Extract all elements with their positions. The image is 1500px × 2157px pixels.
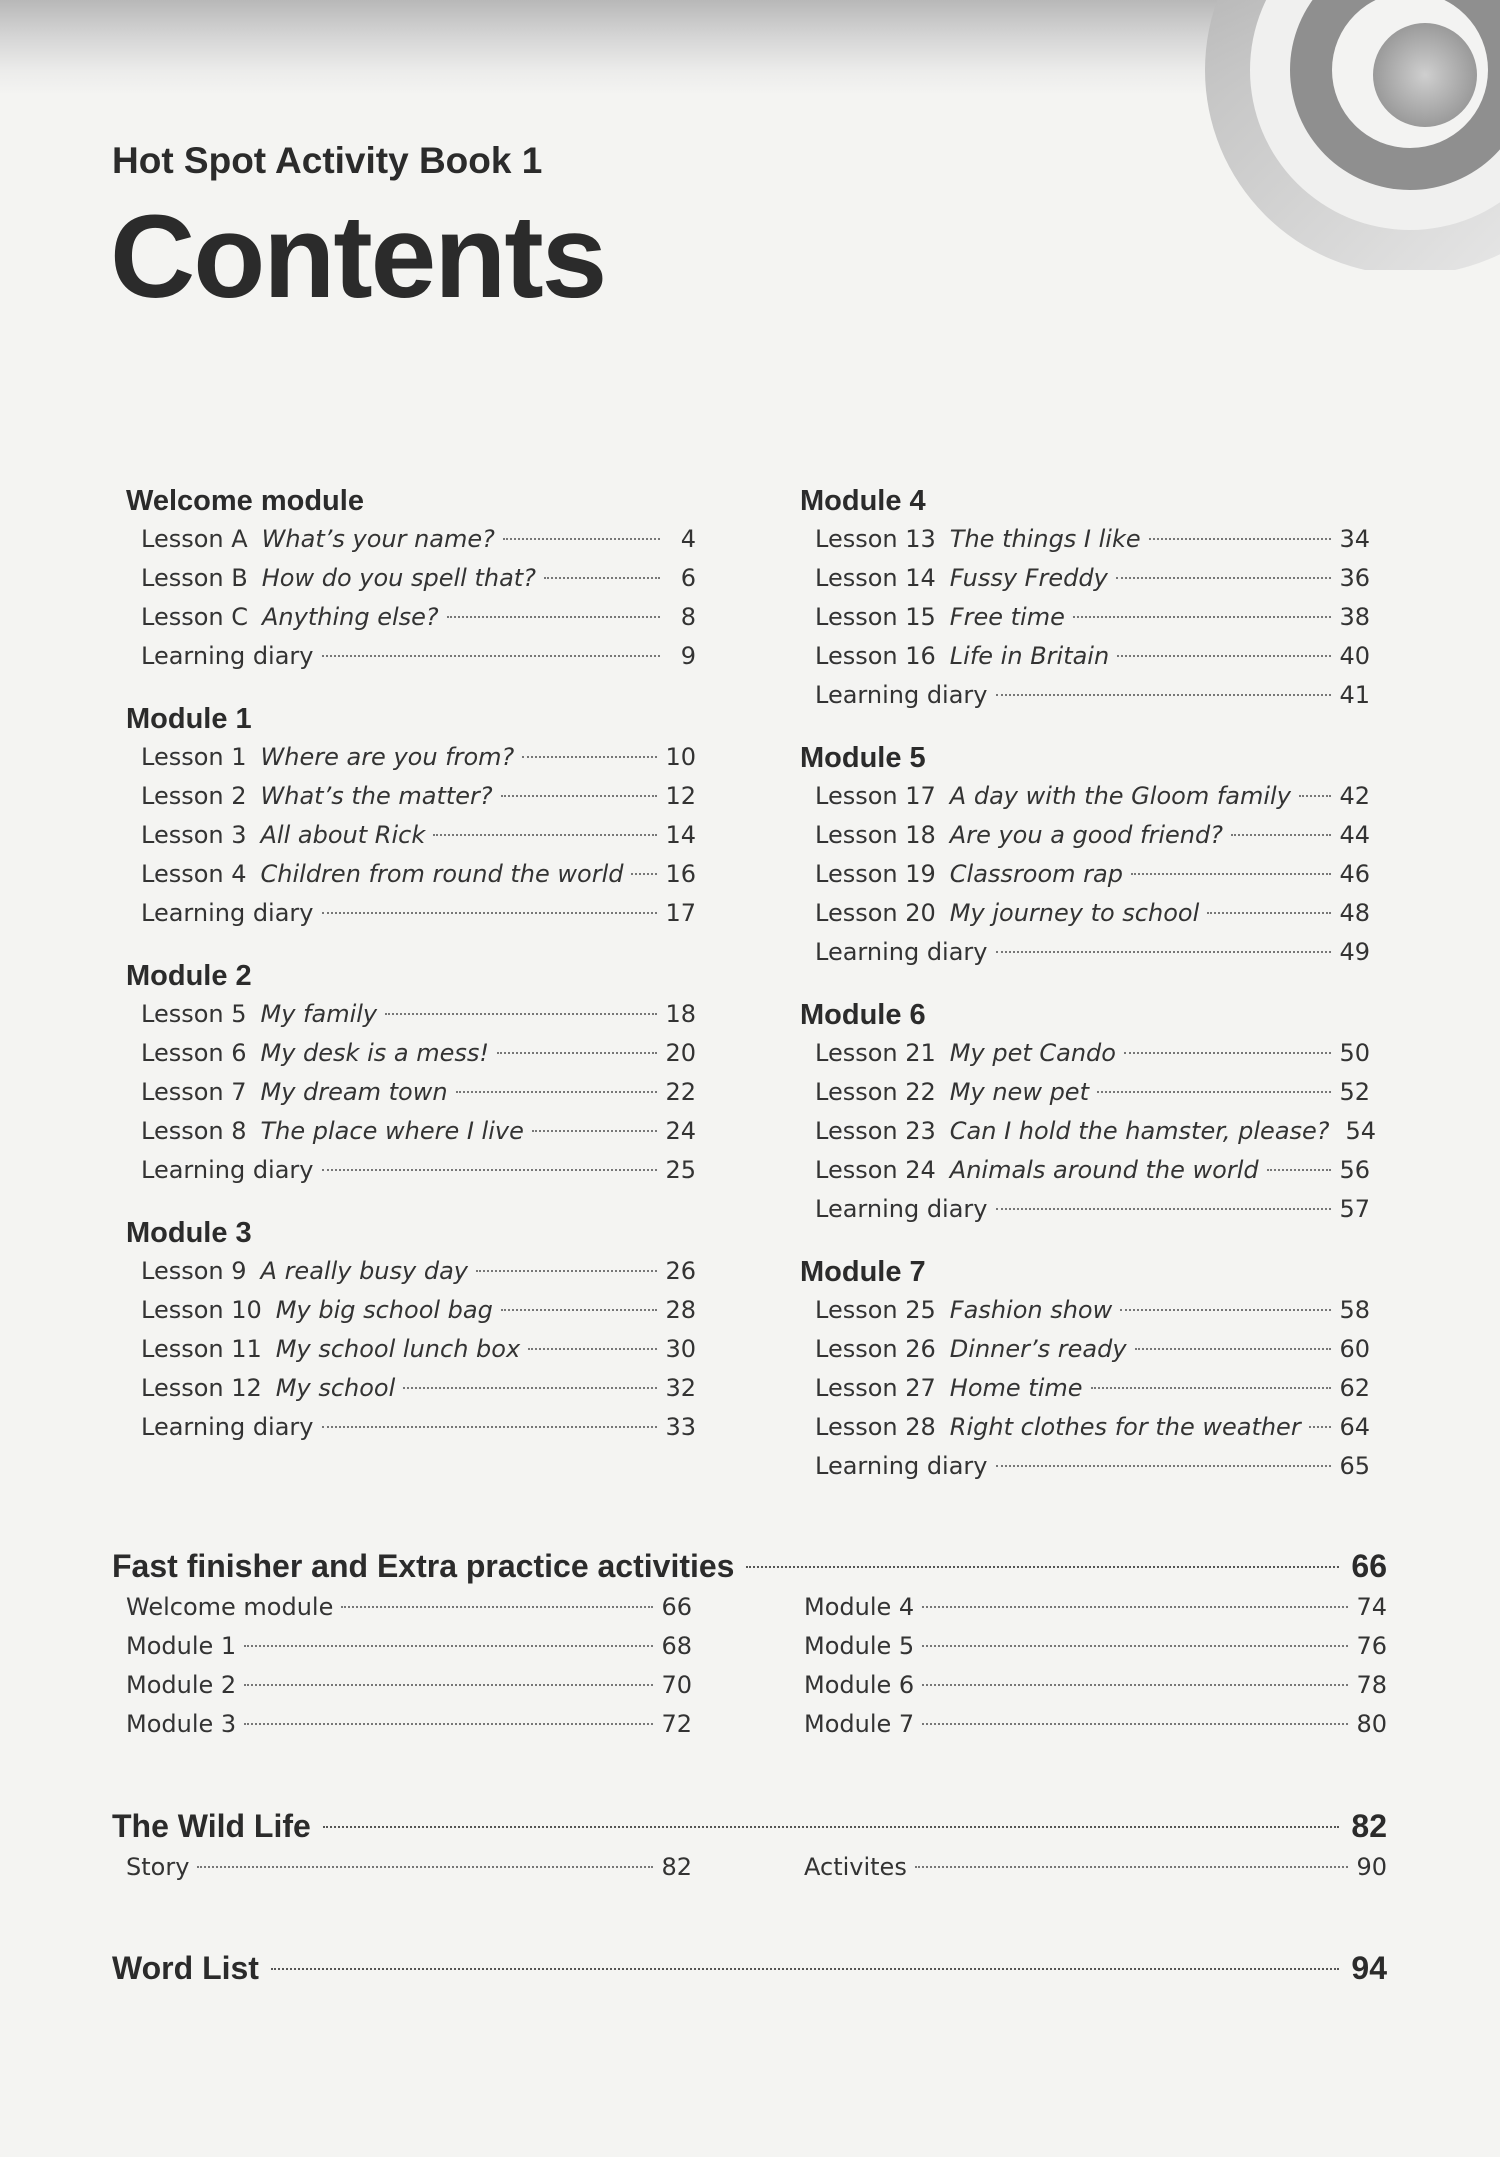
entry-page: 17 [665,899,696,927]
toc-entry[interactable] [126,738,696,777]
dot-leader [996,1465,1332,1467]
entry-label: Learning diary [141,1413,314,1441]
dot-leader [922,1684,1348,1686]
dot-leader [341,1606,653,1608]
entry-label: Lesson 1 [141,743,247,771]
entry-label: Module 4 [804,1593,915,1621]
entry-title: Children from round the world [260,860,624,888]
entry-label: Learning diary [141,1156,314,1184]
toc-entry[interactable] [800,1369,1370,1408]
dot-leader [456,1091,658,1093]
entry-title: My pet Cando [949,1039,1116,1067]
entry-page: 24 [665,1117,696,1145]
entry-title: The place where I live [260,1117,524,1145]
entry-title: Life in Britain [949,642,1110,670]
toc-entry[interactable] [126,1848,692,1887]
entry-page: 74 [1356,1593,1387,1621]
toc-entry[interactable] [800,1408,1370,1447]
toc-entry[interactable] [126,894,696,933]
dot-leader [532,1130,658,1132]
entry-label: Lesson 6 [141,1039,247,1067]
entry-label: Lesson 19 [815,860,936,888]
dot-leader [1097,1091,1331,1093]
entry-label: Lesson 22 [815,1078,936,1106]
fast-finisher-section [112,1544,1387,1744]
module-block [800,739,1370,972]
entry-page: 8 [680,603,696,631]
entry-label: Lesson 15 [815,603,936,631]
entry-title: My school [275,1374,396,1402]
entry-label: Module 3 [126,1710,237,1738]
module-title: Welcome module [126,485,364,517]
entry-label: Lesson 12 [141,1374,262,1402]
entry-page: 78 [1356,1671,1387,1699]
toc-entry[interactable] [126,1112,696,1151]
toc-entry[interactable] [126,520,696,559]
toc-entry[interactable] [800,559,1370,598]
entry-label: Lesson 23 [815,1117,936,1145]
entry-label: Module 7 [804,1710,915,1738]
entry-page: 14 [665,821,696,849]
entry-page: 16 [665,860,696,888]
module-block [126,1214,696,1447]
dot-leader [244,1684,653,1686]
entry-page: 18 [665,1000,696,1028]
entry-page: 48 [1339,899,1370,927]
toc-entry[interactable] [126,1369,696,1408]
dot-leader [244,1723,653,1725]
entry-label: Learning diary [815,938,988,966]
wild-life-title: The Wild Life [112,1808,311,1844]
dot-leader [271,1968,1339,1970]
entry-title: Home time [949,1374,1083,1402]
toc-entry[interactable] [800,1034,1370,1073]
dot-leader [1267,1169,1332,1171]
toc-entry[interactable] [126,1705,692,1744]
entry-label: Lesson 21 [815,1039,936,1067]
entry-label: Lesson 16 [815,642,936,670]
dot-leader [322,912,658,914]
toc-entry[interactable] [126,1408,696,1447]
entry-page: 33 [665,1413,696,1441]
entry-title: My journey to school [949,899,1200,927]
fast-finisher-left-list [126,1588,692,1744]
entry-title: Are you a good friend? [949,821,1223,849]
entry-page: 32 [665,1374,696,1402]
book-title: Hot Spot Activity Book 1 [112,140,543,181]
fast-finisher-right-list [804,1588,1387,1744]
word-list-heading[interactable] [112,1946,1387,1990]
entry-label: Lesson 28 [815,1413,936,1441]
toc-entry[interactable] [800,816,1370,855]
entry-title: Classroom rap [949,860,1123,888]
toc-entry[interactable] [804,1627,1387,1666]
entry-page: 82 [661,1853,692,1881]
entry-label: Lesson B [141,564,248,592]
entry-page: 49 [1339,938,1370,966]
entry-page: 66 [661,1593,692,1621]
entry-page: 46 [1339,860,1370,888]
entry-title: My school lunch box [275,1335,521,1363]
entry-label: Story [126,1853,190,1881]
entry-page: 9 [680,642,696,670]
dot-leader [497,1052,657,1054]
toc-entry[interactable] [800,1447,1370,1486]
dot-leader [996,694,1332,696]
entry-title: Anything else? [262,603,439,631]
entry-title: Fussy Freddy [949,564,1108,592]
entry-label: Lesson A [141,525,248,553]
entry-page: 58 [1339,1296,1370,1324]
entry-label: Lesson 8 [141,1117,247,1145]
toc-entry[interactable] [804,1588,1387,1627]
entry-page: 38 [1339,603,1370,631]
entry-label: Lesson 20 [815,899,936,927]
entry-title: Right clothes for the weather [949,1413,1301,1441]
module-block [800,482,1370,715]
word-list-title: Word List [112,1950,259,1986]
toc-entry[interactable] [800,894,1370,933]
toc-entry[interactable] [800,520,1370,559]
toc-entry[interactable] [804,1848,1387,1887]
dot-leader [322,655,661,657]
entry-label: Learning diary [815,1452,988,1480]
entry-page: 10 [665,743,696,771]
toc-entry[interactable] [126,995,696,1034]
entry-page: 20 [665,1039,696,1067]
module-title: Module 2 [126,960,252,992]
entry-page: 76 [1356,1632,1387,1660]
entry-page: 65 [1339,1452,1370,1480]
dot-leader [544,577,660,579]
toc-entry[interactable] [126,559,696,598]
word-list-section [112,1946,1387,1990]
wild-life-section [112,1804,1387,1887]
toc-entry[interactable] [800,1073,1370,1112]
module-title: Module 1 [126,703,252,735]
dot-leader [323,1826,1340,1828]
fast-finisher-heading[interactable] [112,1544,1387,1588]
dot-leader [501,1309,658,1311]
toc-entry[interactable] [126,1588,692,1627]
entry-title: My new pet [949,1078,1089,1106]
dot-leader [915,1866,1349,1868]
entry-label: Lesson 27 [815,1374,936,1402]
toc-entry[interactable] [126,816,696,855]
entry-label: Learning diary [141,642,314,670]
toc-entry[interactable] [126,855,696,894]
module-title: Module 5 [800,742,926,774]
fast-finisher-title: Fast finisher and Extra practice activities [112,1548,735,1584]
toc-entry[interactable] [800,933,1370,972]
entry-label: Learning diary [815,681,988,709]
entry-page: 80 [1356,1710,1387,1738]
entry-page: 54 [1345,1117,1377,1145]
module-title: Module 7 [800,1256,926,1288]
dot-leader [996,951,1332,953]
toc-entry[interactable] [126,1627,692,1666]
entry-label: Lesson 3 [141,821,247,849]
dot-leader [1117,655,1331,657]
entry-page: 22 [665,1078,696,1106]
module-block [126,482,696,676]
dot-leader [746,1566,1339,1568]
entry-label: Lesson 26 [815,1335,936,1363]
module-block [800,996,1377,1229]
toc-entry[interactable] [126,1330,696,1369]
wild-life-heading[interactable] [112,1804,1387,1848]
dot-leader [1231,834,1332,836]
entry-page: 52 [1339,1078,1370,1106]
contents-left-column [126,482,696,1471]
fast-finisher-page: 66 [1351,1548,1387,1584]
entry-title: Fashion show [949,1296,1113,1324]
entry-page: 68 [661,1632,692,1660]
entry-label: Lesson 25 [815,1296,936,1324]
toc-entry[interactable] [126,637,696,676]
toc-entry[interactable] [800,637,1370,676]
toc-entry[interactable] [800,1291,1370,1330]
toc-entry[interactable] [126,1073,696,1112]
dot-leader [385,1013,657,1015]
entry-page: 42 [1339,782,1370,810]
dot-leader [322,1426,658,1428]
entry-page: 56 [1339,1156,1370,1184]
entry-page: 36 [1339,564,1370,592]
entry-title: Free time [949,603,1065,631]
entry-title: A really busy day [260,1257,468,1285]
toc-entry[interactable] [800,598,1370,637]
entry-page: 50 [1339,1039,1370,1067]
entry-label: Activites [804,1853,907,1881]
toc-entry[interactable] [126,1666,692,1705]
toc-entry[interactable] [126,598,696,637]
entry-title: All about Rick [260,821,426,849]
entry-page: 60 [1339,1335,1370,1363]
toc-entry[interactable] [126,1034,696,1073]
entry-page: 62 [1339,1374,1370,1402]
entry-page: 4 [680,525,696,553]
entry-page: 6 [680,564,696,592]
entry-label: Lesson 4 [141,860,247,888]
dot-leader [503,538,660,540]
dot-leader [1091,1387,1332,1389]
entry-page: 12 [665,782,696,810]
toc-entry[interactable] [126,1252,696,1291]
dot-leader [1073,616,1332,618]
module-title: Module 3 [126,1217,252,1249]
dot-leader [433,834,657,836]
entry-title: The things I like [949,525,1141,553]
module-block [126,957,696,1190]
wild-life-right-list [804,1848,1387,1887]
toc-entry[interactable] [804,1705,1387,1744]
entry-title: Dinner’s ready [949,1335,1127,1363]
entry-label: Lesson 9 [141,1257,247,1285]
dot-leader [1131,873,1331,875]
dot-leader [1124,1052,1331,1054]
toc-entry[interactable] [800,777,1370,816]
entry-label: Module 6 [804,1671,915,1699]
dot-leader [922,1606,1348,1608]
dot-leader [1149,538,1332,540]
entry-page: 44 [1339,821,1370,849]
wild-life-page: 82 [1351,1808,1387,1844]
entry-title: How do you spell that? [261,564,536,592]
entry-label: Learning diary [815,1195,988,1223]
module-block [800,1253,1370,1486]
entry-page: 40 [1339,642,1370,670]
entry-label: Module 2 [126,1671,237,1699]
toc-entry[interactable] [804,1666,1387,1705]
dot-leader [476,1270,657,1272]
entry-label: Lesson C [141,603,249,631]
page-title: Contents [110,191,606,323]
toc-entry[interactable] [800,855,1370,894]
entry-label: Learning diary [141,899,314,927]
toc-entry[interactable] [126,777,696,816]
entry-label: Lesson 24 [815,1156,936,1184]
entry-page: 25 [665,1156,696,1184]
entry-page: 34 [1339,525,1370,553]
entry-title: My desk is a mess! [260,1039,489,1067]
dot-leader [522,756,657,758]
dot-leader [403,1387,657,1389]
entry-label: Lesson 14 [815,564,936,592]
module-title: Module 4 [800,485,926,517]
entry-label: Lesson 11 [141,1335,262,1363]
entry-title: My dream town [260,1078,448,1106]
dot-leader [1207,912,1331,914]
dot-leader [996,1208,1332,1210]
toc-entry[interactable] [800,1190,1370,1229]
toc-entry[interactable] [800,1151,1370,1190]
entry-label: Lesson 10 [141,1296,262,1324]
dot-leader [1120,1309,1331,1311]
dot-leader [197,1866,653,1868]
entry-label: Module 5 [804,1632,915,1660]
dot-leader [447,616,660,618]
entry-title: What’s the matter? [260,782,493,810]
contents-right-column [800,482,1377,1510]
entry-title: Animals around the world [949,1156,1259,1184]
entry-label: Welcome module [126,1593,334,1621]
entry-page: 28 [665,1296,696,1324]
entry-page: 26 [665,1257,696,1285]
wild-life-left-list [126,1848,692,1887]
dot-leader [631,873,657,875]
toc-entry[interactable] [126,1291,696,1330]
dot-leader [501,795,658,797]
entry-page: 57 [1339,1195,1370,1223]
dot-leader [1135,1348,1332,1350]
decorative-rings-graphic [1120,0,1500,270]
module-title: Module 6 [800,999,926,1031]
dot-leader [922,1645,1348,1647]
entry-page: 72 [661,1710,692,1738]
entry-title: Where are you from? [260,743,515,771]
dot-leader [1309,1426,1332,1428]
entry-label: Lesson 7 [141,1078,247,1106]
entry-page: 90 [1356,1853,1387,1881]
toc-entry[interactable] [126,1151,696,1190]
dot-leader [1299,795,1332,797]
entry-label: Lesson 2 [141,782,247,810]
entry-title: My family [260,1000,378,1028]
entry-page: 41 [1339,681,1370,709]
toc-entry[interactable] [800,1330,1370,1369]
word-list-page: 94 [1351,1950,1387,1986]
entry-title: My big school bag [275,1296,493,1324]
entry-title: A day with the Gloom family [949,782,1291,810]
entry-label: Lesson 13 [815,525,936,553]
toc-entry[interactable] [800,676,1370,715]
entry-title: Can I hold the hamster, please? [949,1117,1330,1145]
entry-label: Lesson 18 [815,821,936,849]
entry-label: Module 1 [126,1632,237,1660]
entry-page: 70 [661,1671,692,1699]
entry-label: Lesson 17 [815,782,936,810]
dot-leader [244,1645,653,1647]
dot-leader [528,1348,657,1350]
entry-page: 64 [1339,1413,1370,1441]
toc-entry[interactable] [800,1112,1377,1151]
module-block [126,700,696,933]
entry-title: What’s your name? [261,525,495,553]
dot-leader [322,1169,658,1171]
dot-leader [1116,577,1332,579]
entry-page: 30 [665,1335,696,1363]
dot-leader [922,1723,1348,1725]
entry-label: Lesson 5 [141,1000,247,1028]
